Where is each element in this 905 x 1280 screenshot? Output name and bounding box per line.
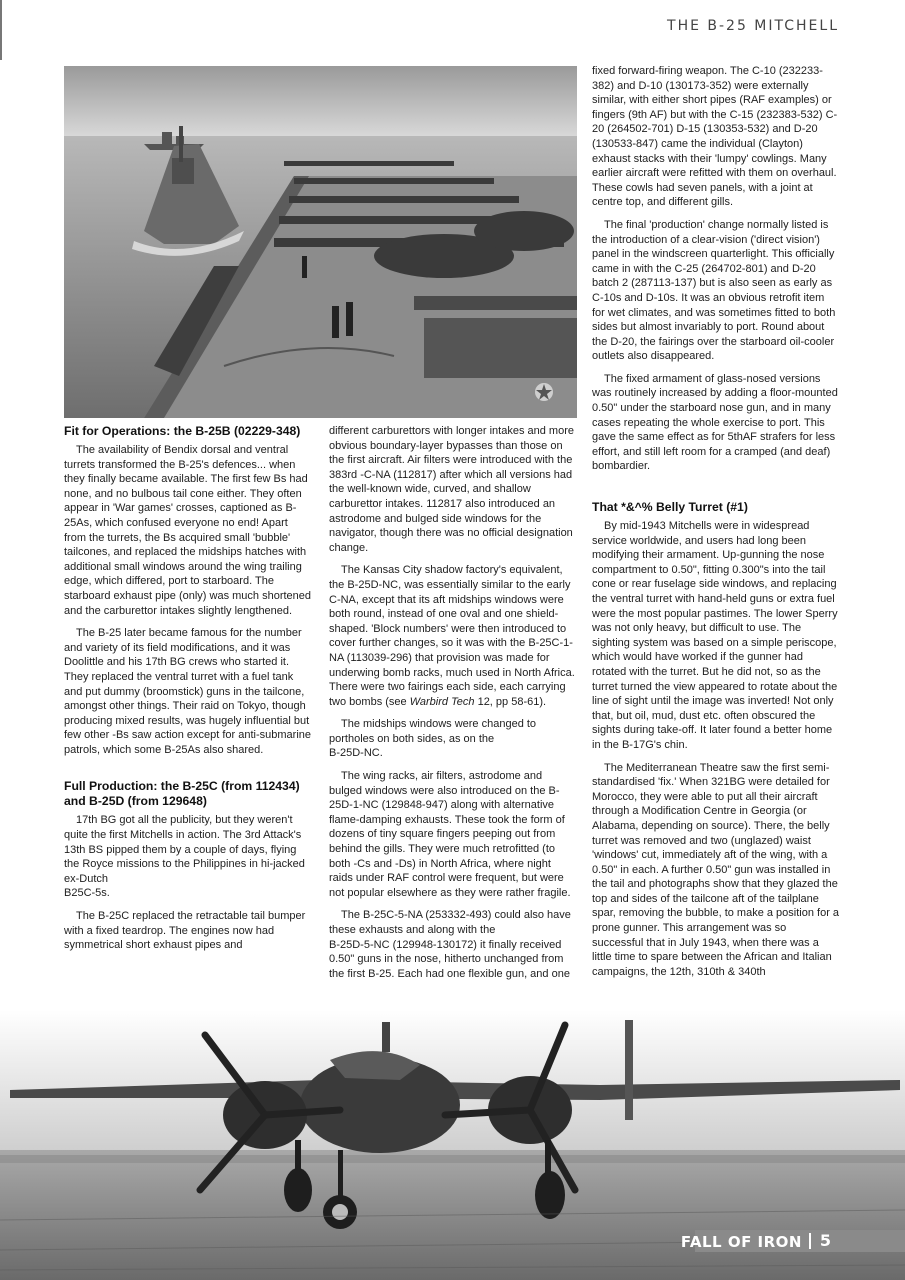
sky <box>64 66 577 136</box>
paragraph: The Kansas City shadow factory's equivalent, the B-25D-NC, was essentially similar to the early C-NA, except that its aft midships windows were both round, instead of one oval and one shield-shaped. 'Block numbers' were then introduced to cover further changes, so it was with the B-25C-1-NA (113039-296) that provision was made for underwing bomb racks, much used in North Africa. There were two fairings each side, each carrying two bombs (see Warbird Tech 12, pp 58-61). <box>329 564 575 708</box>
running-header: THE B-25 MITCHELL <box>667 18 839 34</box>
photo-carrier-deck <box>64 66 577 418</box>
paragraph: The B-25C replaced the retractable tail bumper with a fixed teardrop. The engines now had symmetrical short exhaust pipes and <box>64 910 306 952</box>
tail-fin <box>625 1020 633 1120</box>
paragraph: different carburettors with longer intakes and more obvious boundary-layer bypasses than those on the first aircraft. Air filters were introduced with the 383rd -C-NA (112817) after which all versions had the well-known wide, curved, and shallow carburettor intakes. 112817 also introduced an astrodome and bulged side windows for the navigator, though there was no official designation change. <box>329 425 574 554</box>
section-heading-b25b: Fit for Operations: the B-25B (02229-348) <box>64 424 301 438</box>
footer-separator <box>809 1233 811 1249</box>
paragraph: By mid-1943 Mitchells were in widespread service worldwide, and users had long been modifying their armament. Up-gunning the nose compartment to 0.50", fitting 0.300"s into the tail cone or rear fuselage side windows, and replacing the ventral turret with hand-held guns or extra fuel were the most popular pastimes. The lower Sperry was not only heavy, but difficult to use. The sighting system was based on a simple periscope, which would have worked if the gunner had rotated with the turret. But he did not, so as the turret turned the view appeared to rotate about the line of sight until the image was inverted! Not only that, but oil, mud, dust etc. often obscured the sights during take-off. It later found a better home in the B-17G's chin. <box>592 520 838 751</box>
footer-brand: FALL OF IRON <box>680 1233 802 1251</box>
paragraph: The wing racks, air filters, astrodome and bulged windows were also introduced on the B-25D-1-NC (129848-947) along with alternative flame-damping exhausts. These took the form of dozens of tiny square fingers peeping out from behind the gills. They were much retrofitted (to both -Cs and -Ds) in North Africa, where night raids under RAF control were frequent, but were not popular elsewhere as they were rather fragile. <box>329 770 571 899</box>
paragraph: fixed forward-firing weapon. The C-10 (232233-382) and D-10 (130173-352) were externally similar, with either short pipes (RAF examples) or fingers (9th AF) but with the C-15 (232383-532) C-20 (264502-701) D-15 (130353-532) and D-20 (130533-847) came the individual (Clayton) exhaust stacks with their 'lumpy' cowlings. Many earlier aircraft were refitted with them on overhaul. These cowls had seven panels, with a joint at centre top, and different gills. <box>592 65 838 209</box>
text-column-1 <box>64 424 312 961</box>
paragraph: 17th BG got all the publicity, but they weren't quite the first Mitchells in action. The 3rd Attack's 13th BS pipped them by a couple of days, flying the Royce missions to the Philippines in hi-jacked ex-Dutch <box>64 814 305 885</box>
paragraph: The final 'production' change normally listed is the introduction of a clear-vision ('direct vision') panel in the windscreen quarterlight. This officially came in with the C-25 (264702-801) and D-20 batch 2 (287113-137) but is also seen as early as C-10s and D-10s. It was an obvious retrofit item for wet climates, and was sometimes fitted to both sides but almost invariably to port. Round about the D-20, the fairings over the starboard oil-cooler outlets also disappeared. <box>592 218 836 363</box>
section-heading-belly-turret: That *&^% Belly Turret (#1) <box>592 500 748 515</box>
paragraph: The Mediterranean Theatre saw the first semi-standardised 'fix.' When 321BG were detailed for Morocco, they were able to put all their aircraft through a Modification Centre in Georgia (or Alabama, depending on source). There, the belly turret was removed and two (unglazed) waist 'windows' cut, immediately aft of the wing, with a 0.50" in each. A further 0.50" gun was installed in the tail and photographs show that they glazed the top and sides of the tailcone aft of the tailplane spar, removing the bubble, to make a position for a prone gunner. This arrangement was so successful that in July 1943, when there was a little time to spare between the African and Italian campaigns, the 12th, 310th & 340th <box>592 761 840 978</box>
text-column-3 <box>592 64 840 987</box>
paragraph: The availability of Bendix dorsal and ventral turrets transformed the B-25's defences... when they finally became available. The first few Bs had none, and no bulbous tail cone either. They often appear in 'War games' crosses, captioned as B-25As, which confused everyone no end! Apart from the turrets, the Bs acquired small 'bubble' tailcones, and replaced the midships hatches with additional small windows around the wing trailing edge, which differed, port to starboard. The starboard exhaust pipe (only) was much shortened and the carburettor intakes slightly lengthened. <box>64 444 312 617</box>
section-heading-b25c-d: Full Production: the B-25C (from 112434) and B-25D (from 129648) <box>64 779 300 809</box>
paragraph-continuation: B25C-5s. <box>64 887 110 900</box>
page-spine-edge <box>0 0 2 60</box>
paragraph: The fixed armament of glass-nosed versions was routinely increased by adding a floor-mounted 0.50" under the starboard nose gun, and in many cases repeating the whole exercise to port. This gave the same effect as for 5thAF strafers for less effort, and still left room for a cramped (and deaf) bombardier. <box>592 372 838 473</box>
text-column-2 <box>329 424 576 989</box>
page-number: 5 <box>819 1231 831 1250</box>
paragraph: The midships windows were changed to portholes on both sides, as on the <box>329 718 537 745</box>
paragraph-continuation: B-25D-NC. <box>329 747 383 760</box>
paragraph: The B-25 later became famous for the number and variety of its field modifications, and it was Doolittle and his 17th BG crews who started it. They replaced the ventral turret with a fuel tank and put dummy (broomstick) guns in the tailcone, amongst other things. Their raid on Tokyo, though producing mixed results, was hugely influential but few other -Bs saw action except for anti-submarine patrols, which some B-25As also shared. <box>64 627 312 756</box>
sky <box>0 1010 905 1150</box>
paragraph-continuation: B-25D-5-NC (129948-130172) it finally received 0.50" guns in the nose, hitherto unchanged from the first B-25. Each had one flexible gun, and one <box>329 938 570 980</box>
reference-title: Warbird Tech <box>409 695 475 708</box>
paragraph: The B-25C-5-NA (253332-493) could also have these exhausts and along with the <box>329 909 571 936</box>
